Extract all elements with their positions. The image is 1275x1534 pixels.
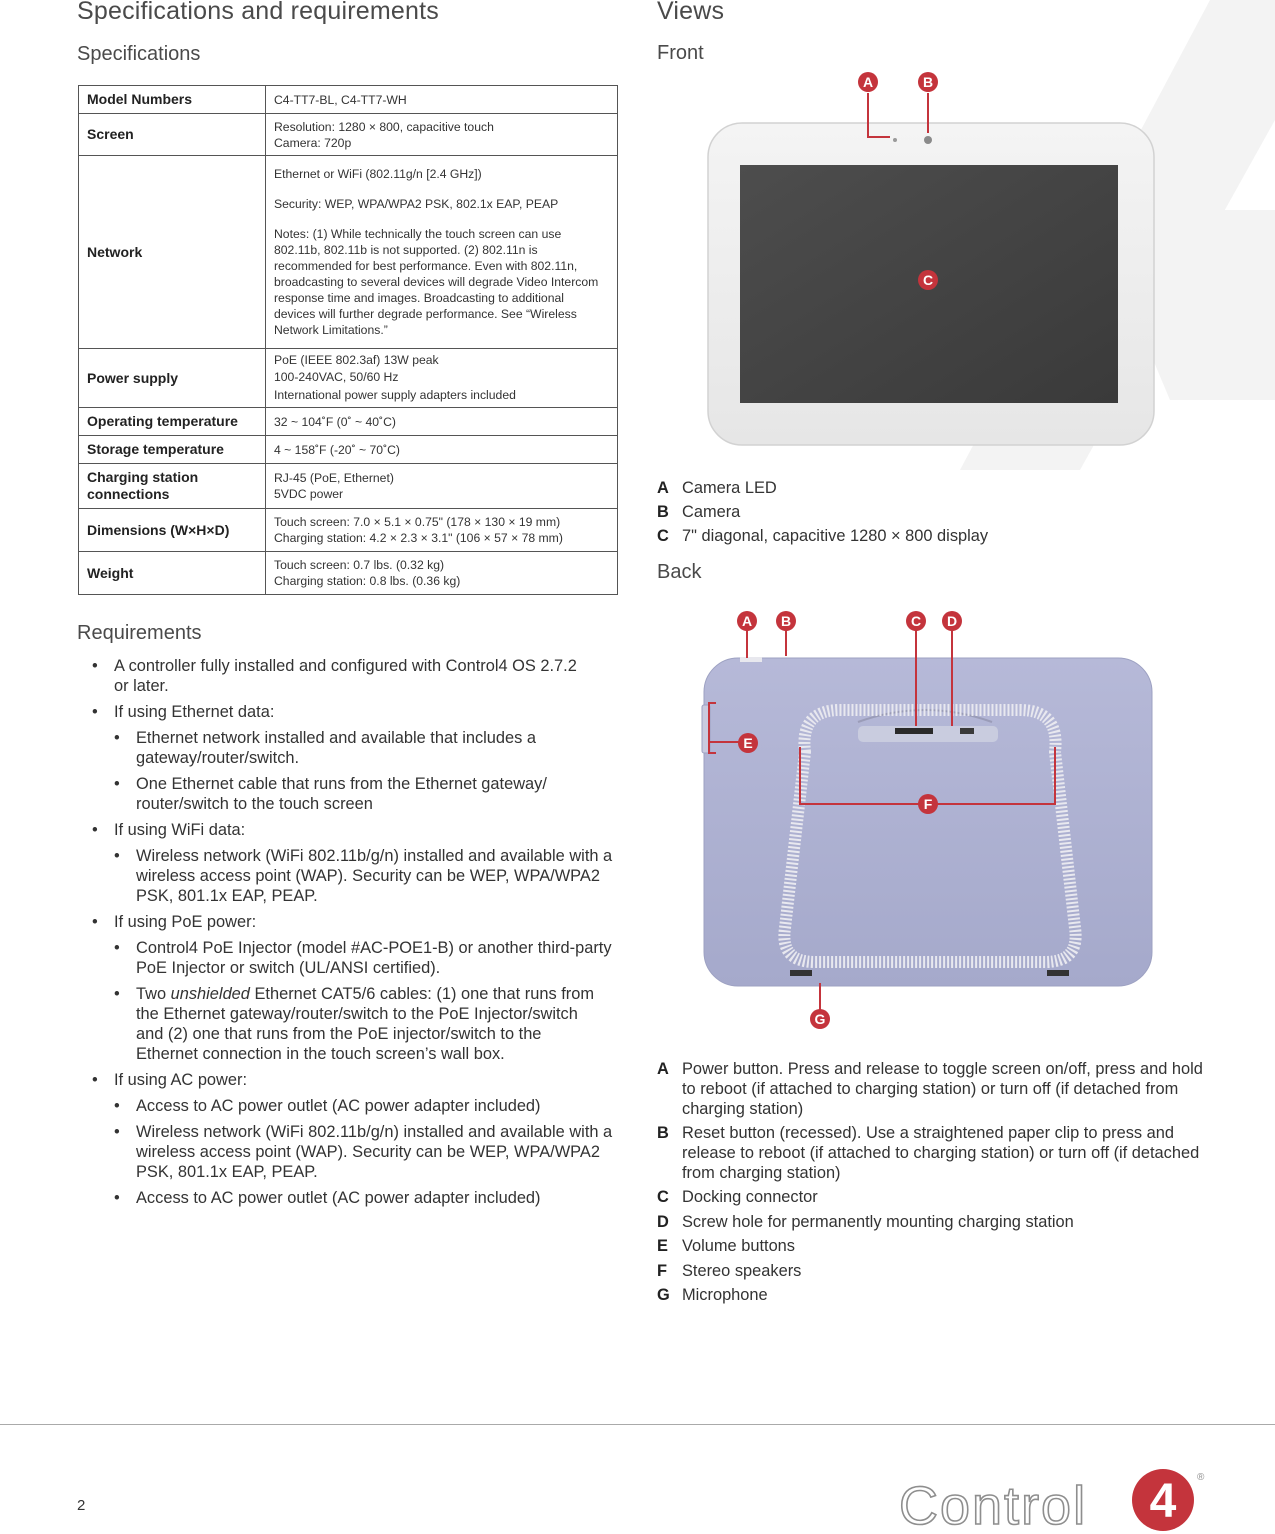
legend-key: B bbox=[657, 1124, 669, 1142]
legend-key: D bbox=[657, 1212, 669, 1231]
legend-text: 7" diagonal, capacitive 1280 × 800 display bbox=[682, 527, 989, 545]
spec-value-line: International power supply adapters included bbox=[274, 387, 516, 402]
specifications-table bbox=[78, 85, 618, 595]
spec-value bbox=[266, 156, 618, 349]
table-row bbox=[79, 349, 618, 408]
table-row bbox=[79, 408, 618, 436]
spec-value-line: Charging station: 0.8 lbs. (0.36 kg) bbox=[274, 574, 461, 588]
requirement-text: Wireless network (WiFi 802.11b/g/n) installed and available with a wireless access point (WAP). Security can be WEP, WPA/WPA2 PSK, 801.1x EAP, PEAP. bbox=[136, 847, 613, 905]
bullet-icon: • bbox=[114, 1097, 120, 1115]
list-item bbox=[657, 1187, 1205, 1207]
bullet-icon: • bbox=[114, 729, 120, 747]
microphone-icon bbox=[790, 970, 812, 976]
requirement-emphasis: unshielded bbox=[170, 985, 250, 1003]
footer-divider bbox=[0, 1424, 1275, 1425]
spec-label: Power supply bbox=[79, 349, 266, 408]
camera-icon bbox=[924, 136, 932, 144]
spec-value-line: Security: WEP, WPA/WPA2 PSK, 802.1x EAP, PEAP bbox=[274, 197, 559, 211]
spec-value-line: Ethernet or WiFi (802.11g/n [2.4 GHz]) bbox=[274, 167, 482, 181]
spec-value bbox=[266, 86, 618, 114]
requirement-text: Access to AC power outlet (AC power adapter included) bbox=[136, 1189, 541, 1207]
spec-value bbox=[266, 509, 618, 552]
callout-e-label: E bbox=[743, 735, 753, 751]
spec-value bbox=[266, 552, 618, 595]
bullet-icon: • bbox=[92, 703, 98, 721]
spec-value-line: 5VDC power bbox=[274, 487, 344, 501]
spec-value-line: RJ-45 (PoE, Ethernet) bbox=[274, 471, 394, 485]
spec-label: Operating temperature bbox=[79, 408, 266, 436]
camera-led-icon bbox=[893, 138, 897, 142]
control4-logo bbox=[895, 1462, 1205, 1534]
callout-a-label: A bbox=[862, 74, 874, 90]
bullet-icon: • bbox=[114, 1123, 120, 1141]
callout-g-label: G bbox=[814, 1011, 826, 1027]
list-item bbox=[92, 820, 622, 840]
list-item bbox=[657, 1261, 1205, 1281]
list-item bbox=[657, 1059, 1205, 1119]
list-item bbox=[92, 938, 622, 978]
screw-hole-icon bbox=[960, 728, 974, 734]
list-item bbox=[657, 1236, 1205, 1256]
requirement-text: If using WiFi data: bbox=[114, 821, 246, 839]
list-item bbox=[657, 1212, 1205, 1232]
table-row bbox=[79, 552, 618, 595]
legend-key: A bbox=[657, 1060, 669, 1078]
legend-key: G bbox=[657, 1286, 670, 1304]
front-view-illustration bbox=[690, 65, 1170, 465]
spec-value-line: C4-TT7-BL, C4-TT7-WH bbox=[274, 92, 407, 107]
back-view-illustration bbox=[690, 600, 1170, 1040]
legend-text: Reset button (recessed). Use a straightened paper clip to press and release to reboot (if attached to charging station) or turn off (if detached from charging station) bbox=[682, 1124, 1200, 1182]
spec-value bbox=[266, 408, 618, 436]
spec-value-line: PoE (IEEE 802.3af) 13W peak bbox=[274, 352, 439, 367]
requirements-list bbox=[92, 656, 622, 1214]
legend-text: Stereo speakers bbox=[682, 1261, 802, 1280]
logo-digit: 4 bbox=[1149, 1475, 1177, 1528]
logo-registered-mark: ® bbox=[1197, 1472, 1205, 1483]
callout-c-label: C bbox=[910, 613, 922, 629]
list-item bbox=[92, 846, 622, 906]
page-number: 2 bbox=[77, 1497, 86, 1514]
page-title: Specifications and requirements bbox=[77, 0, 439, 25]
requirement-text: If using Ethernet data: bbox=[114, 703, 275, 721]
legend-text: Screw hole for permanently mounting charging station bbox=[682, 1212, 1074, 1231]
bullet-icon: • bbox=[92, 657, 98, 675]
table-row bbox=[79, 156, 618, 349]
legend-key: E bbox=[657, 1237, 668, 1255]
requirement-text: Control4 PoE Injector (model #AC-POE1-B) or another third-party PoE Injector or switch (UL/ANSI certified). bbox=[136, 939, 612, 977]
legend-key: B bbox=[657, 503, 669, 521]
requirement-text: Two bbox=[136, 985, 171, 1003]
callout-b-label: B bbox=[780, 613, 792, 629]
list-item bbox=[657, 478, 1217, 498]
legend-text: Camera bbox=[682, 503, 741, 521]
callout-b-label: B bbox=[922, 74, 934, 90]
list-item bbox=[92, 774, 622, 814]
legend-key: C bbox=[657, 527, 669, 545]
spec-label: Weight bbox=[79, 552, 266, 595]
spec-value-line: Charging station: 4.2 × 2.3 × 3.1" (106 × 57 × 78 mm) bbox=[274, 531, 563, 545]
callout-d-label: D bbox=[946, 613, 958, 629]
list-item bbox=[92, 984, 596, 1064]
spec-value-line: Touch screen: 0.7 lbs. (0.32 kg) bbox=[274, 558, 445, 572]
spec-value-line: Touch screen: 7.0 × 5.1 × 0.75" (178 × 130 × 19 mm) bbox=[274, 515, 561, 529]
bullet-icon: • bbox=[114, 939, 120, 957]
requirement-text: Access to AC power outlet (AC power adapter included) bbox=[136, 1097, 541, 1115]
spec-label: Dimensions (W×H×D) bbox=[79, 509, 266, 552]
front-legend bbox=[657, 478, 1217, 546]
list-item bbox=[92, 912, 622, 932]
spec-value bbox=[266, 464, 618, 509]
logo-wordmark: Control bbox=[899, 1476, 1088, 1534]
spec-value bbox=[266, 114, 618, 156]
legend-text: Power button. Press and release to toggle screen on/off, press and hold to reboot (if attached to charging station) or turn off (if detached from charging station) bbox=[682, 1060, 1203, 1118]
table-row bbox=[79, 114, 618, 156]
requirement-text: If using AC power: bbox=[114, 1071, 248, 1089]
spec-label: Charging station connections bbox=[79, 464, 266, 509]
legend-text: Camera LED bbox=[682, 479, 777, 497]
bullet-icon: • bbox=[92, 1071, 98, 1089]
requirement-text: Wireless network (WiFi 802.11b/g/n) installed and available with a wireless access point (WAP). Security can be WEP, WPA/WPA2 PSK, 801.1x EAP, PEAP. bbox=[136, 1123, 613, 1181]
list-item bbox=[92, 1188, 622, 1208]
speaker-port-icon bbox=[1047, 970, 1069, 976]
spec-value-line: 32 ~ 104˚F (0˚ ~ 40˚C) bbox=[274, 414, 396, 429]
list-item bbox=[657, 1123, 1205, 1183]
list-item bbox=[92, 1070, 622, 1090]
back-heading: Back bbox=[657, 561, 702, 583]
spec-value-line: Notes: (1) While technically the touch screen can use 802.11b, 802.11b is not supported. (2) 802.11n is recommended for best performance. Even with 802.11n, broadcasting to several devices will degrade Video Intercom response time and images. Broadcasting to additional devices will further degrade performance. See “Wireless Network Limitations.” bbox=[274, 227, 599, 337]
spec-value-line: 4 ~ 158˚F (-20˚ ~ 70˚C) bbox=[274, 442, 400, 457]
legend-text: Microphone bbox=[682, 1286, 768, 1304]
list-item bbox=[92, 702, 622, 722]
spec-label: Model Numbers bbox=[79, 86, 266, 114]
requirement-text: If using PoE power: bbox=[114, 913, 257, 931]
list-item bbox=[92, 728, 622, 768]
legend-key: A bbox=[657, 479, 669, 497]
spec-value bbox=[266, 349, 618, 408]
bullet-icon: • bbox=[92, 821, 98, 839]
list-item bbox=[92, 656, 584, 696]
bullet-icon: • bbox=[114, 847, 120, 865]
spec-label: Screen bbox=[79, 114, 266, 156]
spec-value-line: 100-240VAC, 50/60 Hz bbox=[274, 370, 399, 385]
front-heading: Front bbox=[657, 42, 704, 64]
requirement-text: One Ethernet cable that runs from the Ethernet gateway/ router/switch to the touch screen bbox=[136, 775, 547, 813]
specifications-heading: Specifications bbox=[77, 43, 201, 65]
callout-f-label: F bbox=[923, 796, 933, 812]
table-row bbox=[79, 436, 618, 464]
bullet-icon: • bbox=[92, 913, 98, 931]
requirement-text: A controller fully installed and configured with Control4 OS 2.7.2 or later. bbox=[114, 657, 577, 695]
bullet-icon: • bbox=[114, 775, 120, 793]
back-legend bbox=[657, 1059, 1205, 1305]
list-item bbox=[657, 526, 1217, 546]
list-item bbox=[657, 502, 1217, 522]
spec-value-line: Camera: 720p bbox=[274, 135, 352, 150]
table-row bbox=[79, 86, 618, 114]
spec-value-line: Resolution: 1280 × 800, capacitive touch bbox=[274, 119, 494, 134]
docking-connector-icon bbox=[895, 728, 933, 734]
spec-value bbox=[266, 436, 618, 464]
list-item bbox=[92, 1096, 622, 1116]
legend-text: Docking connector bbox=[682, 1188, 818, 1206]
spec-label: Storage temperature bbox=[79, 436, 266, 464]
spec-label: Network bbox=[79, 156, 266, 349]
requirements-heading: Requirements bbox=[77, 622, 202, 644]
callout-c-label: C bbox=[922, 272, 934, 288]
bullet-icon: • bbox=[114, 1189, 120, 1207]
legend-key: F bbox=[657, 1261, 668, 1280]
requirement-text: Ethernet network installed and available that includes a gateway/router/switch. bbox=[136, 729, 537, 767]
list-item bbox=[657, 1285, 1205, 1305]
power-button-icon bbox=[740, 657, 762, 662]
callout-a-label: A bbox=[741, 613, 753, 629]
bullet-icon: • bbox=[114, 985, 120, 1003]
legend-text: Volume buttons bbox=[682, 1237, 795, 1255]
requirement-text: Ethernet CAT5/6 cables: (1) one that runs from the Ethernet gateway/router/switch to the PoE Injector/switch and (2) one that runs from the PoE injector/switch to the Ethernet connection in the touch screen’s wall box. bbox=[136, 985, 594, 1063]
table-row bbox=[79, 509, 618, 552]
views-title: Views bbox=[657, 0, 725, 25]
list-item bbox=[92, 1122, 622, 1182]
table-row bbox=[79, 464, 618, 509]
legend-key: C bbox=[657, 1188, 669, 1206]
